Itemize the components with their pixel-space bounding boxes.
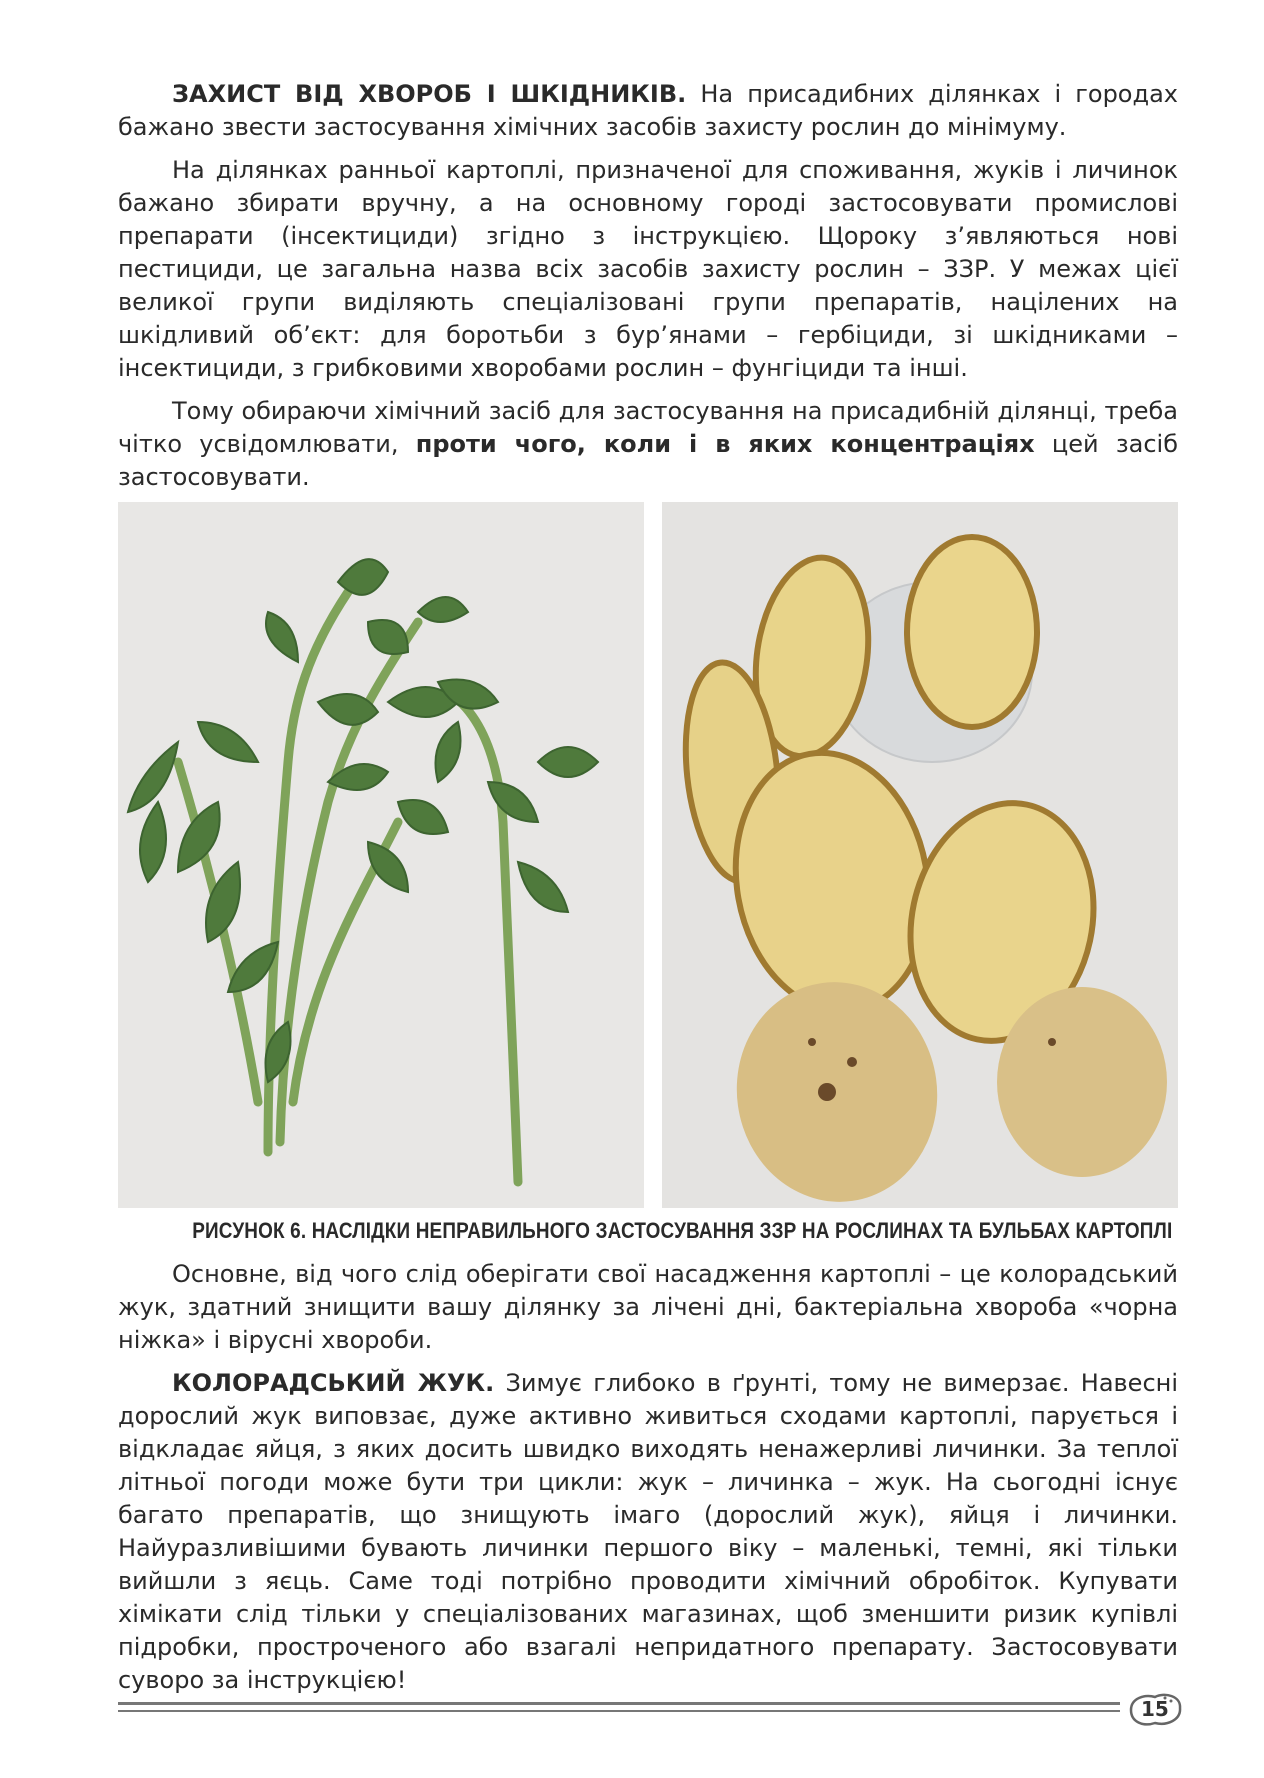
- figure-6: [118, 502, 1178, 1208]
- paragraph-choosing-text-1: Тому обираючи хімічний засіб для застосування на присадибній ділянці, треба чітко усвідомлювати,: [118, 397, 1178, 458]
- page-number-badge: [1125, 1690, 1185, 1728]
- photo-damaged-tubers: [662, 502, 1178, 1208]
- paragraph-choosing: [118, 395, 1178, 494]
- paragraph-protection-text: На присадибних ділянках і городах бажано звести застосування хімічних засобів захисту рослин до мінімуму.: [118, 80, 1178, 141]
- bottom-text-block: [118, 1258, 1178, 1697]
- figure-caption: РИСУНОК 6. НАСЛІДКИ НЕПРАВИЛЬНОГО ЗАСТОСУВАННЯ ЗЗР НА РОСЛИНАХ ТА БУЛЬБАХ КАРТОПЛІ: [192, 1218, 1173, 1243]
- heading-protection: ЗАХИСТ ВІД ХВОРОБ І ШКІДНИКІВ.: [172, 80, 687, 108]
- paragraph-pesticides: На ділянках ранньої картоплі, призначеної для споживання, жуків і личинок бажано збирати вручну, а на основному городі застосовувати промислові препарати (інсектициди) згідно з інструкцією. Щороку з’являються нові пестициди, це загальна назва всіх засобів захисту рослин – ЗЗР. У межах цієї великої групи виділяють спеціалізовані групи препаратів, націлених на шкідливий об’єкт: для боротьби з бур’янами – гербіциди, зі шкідниками – інсектициди, з грибковими хворобами рослин – фунгіциди та інші.: [118, 156, 1178, 382]
- paragraph-choosing-text-2: цей засіб застосовувати.: [118, 430, 1179, 491]
- paragraph-protection: [118, 78, 1178, 144]
- photo-damaged-plants: [118, 502, 644, 1208]
- footer-rule-top: [118, 1702, 1120, 1705]
- heading-colorado-beetle: КОЛОРАДСЬКИЙ ЖУК.: [172, 1369, 495, 1397]
- page-footer: [118, 1680, 1178, 1740]
- top-text-block: [118, 78, 1178, 494]
- paragraph-colorado-beetle-text: Зимує глибоко в ґрунті, тому не вимерзає. Навесні дорослий жук виповзає, дуже активно живиться сходами картоплі, парується і відкладає яйця, з яких досить швидко виходять ненажерливі личинки. За теплої літньої погоди може бути три цикли: жук – личинка – жук. На сьогодні існує багато препаратів, що знищують імаго (дорослий жук), яйця і личинки. Найуразливішими бувають личинки першого віку – маленькі, темні, які тільки вийшли з яєць. Саме тоді потрібно проводити хімічний обробіток. Купувати хімікати слід тільки у спеціалізованих магазинах, щоб зменшити ризик купівлі підробки, простроченого або взагалі непридатного препарату. Застосовувати суворо за інструкцією!: [118, 1369, 1179, 1694]
- paragraph-choosing-bold: проти чого, коли і в яких концентраціях: [415, 430, 1035, 458]
- paragraph-main-threats: Основне, від чого слід оберігати свої насадження картоплі – це колорадський жук, здатний знищити вашу ділянку за лічені дні, бактеріальна хвороба «чорна ніжка» і вірусні хвороби.: [118, 1260, 1178, 1354]
- page-number: 15: [1141, 1697, 1169, 1721]
- paragraph-colorado-beetle: [118, 1367, 1178, 1697]
- footer-rule-bottom: [118, 1710, 1120, 1712]
